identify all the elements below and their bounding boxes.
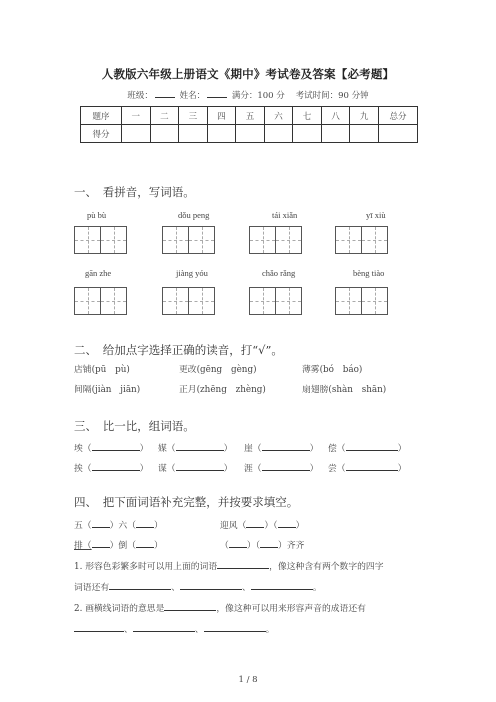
answer-blank[interactable] bbox=[217, 559, 269, 569]
answer-blank[interactable] bbox=[180, 580, 242, 590]
text: 五（ bbox=[74, 521, 92, 531]
section-2-heading: 二、 给加点字选择正确的读音，打“√”。 bbox=[74, 343, 283, 357]
paren: ） bbox=[397, 444, 407, 454]
char-prompt: 媒（ bbox=[158, 444, 176, 454]
answer-blank[interactable] bbox=[204, 622, 266, 632]
text: 1. 形容色彩繁多时可以用上面的词语 bbox=[74, 562, 218, 572]
text: ，像这种可以用来形容声音的成语还有 bbox=[216, 604, 366, 614]
answer-blank[interactable] bbox=[74, 622, 124, 632]
paren: ） bbox=[309, 444, 319, 454]
char-prompt: 偿（ bbox=[328, 444, 346, 454]
score-table bbox=[80, 106, 418, 143]
text: ） bbox=[154, 521, 163, 531]
writing-grid[interactable] bbox=[74, 226, 127, 254]
compare-item bbox=[74, 441, 148, 454]
compare-item bbox=[328, 461, 406, 474]
name-label: 姓名： bbox=[179, 91, 206, 101]
pinyin: gān zhe bbox=[85, 268, 112, 278]
answer-blank[interactable] bbox=[92, 518, 110, 528]
score-cell[interactable] bbox=[122, 125, 151, 143]
class-label: 班级： bbox=[127, 91, 153, 101]
text: 、 bbox=[124, 625, 133, 635]
header-cell: 六 bbox=[264, 107, 293, 125]
text: （ bbox=[220, 541, 229, 551]
paren: ） bbox=[223, 444, 233, 454]
text: ）（ bbox=[264, 521, 278, 531]
pinyin: jiàng yóu bbox=[176, 268, 208, 278]
pinyin: chǎo rǎng bbox=[262, 268, 296, 278]
text: 迎风（ bbox=[220, 521, 247, 531]
answer-blank[interactable] bbox=[346, 461, 398, 471]
answer-blank[interactable] bbox=[164, 601, 216, 611]
compare-item bbox=[244, 441, 318, 454]
writing-grid[interactable] bbox=[335, 287, 388, 315]
answer-blank[interactable] bbox=[246, 518, 264, 528]
paren: ） bbox=[309, 464, 319, 474]
compare-item bbox=[158, 441, 232, 454]
pinyin: bèng tiào bbox=[353, 268, 385, 278]
text: 。 bbox=[312, 583, 322, 593]
header-cell: 总分 bbox=[379, 107, 418, 125]
reading-choice[interactable]: 正月(zhēng zhèng) bbox=[179, 385, 266, 395]
text: 、 bbox=[171, 583, 181, 593]
pinyin: tái xiǎn bbox=[272, 210, 298, 220]
text: ）齐齐 bbox=[278, 541, 305, 551]
writing-grid[interactable] bbox=[249, 287, 302, 315]
score-cell[interactable] bbox=[321, 125, 350, 143]
reading-choice[interactable]: 店铺(pū pù) bbox=[74, 365, 130, 375]
document-title: 人教版六年级上册语文《期中》考试卷及答案【必考题】 bbox=[101, 67, 395, 81]
compare-item bbox=[158, 461, 232, 474]
score-cell[interactable] bbox=[236, 125, 265, 143]
header-cell: 七 bbox=[293, 107, 322, 125]
compare-item bbox=[74, 461, 148, 474]
name-blank bbox=[207, 89, 227, 98]
header-cell: 题序 bbox=[81, 107, 122, 125]
score-cell[interactable] bbox=[264, 125, 293, 143]
char-prompt: 崖（ bbox=[244, 444, 262, 454]
writing-grid[interactable] bbox=[74, 287, 127, 315]
time-label: 考试时间：90 分钟 bbox=[295, 91, 369, 101]
char-prompt: 谋（ bbox=[158, 464, 176, 474]
text: 、 bbox=[242, 583, 251, 593]
answer-blank[interactable] bbox=[176, 461, 224, 471]
paren: ） bbox=[139, 464, 149, 474]
compare-item bbox=[328, 441, 406, 454]
question-1-line-1 bbox=[74, 559, 384, 572]
answer-blank[interactable] bbox=[92, 441, 140, 451]
answer-blank[interactable] bbox=[229, 538, 247, 548]
text: 排（ bbox=[74, 541, 92, 551]
answer-blank[interactable] bbox=[136, 538, 154, 548]
section-3-heading: 三、 比一比，组词语。 bbox=[74, 419, 195, 433]
score-table-score-row bbox=[81, 125, 418, 143]
score-table-header-row bbox=[81, 107, 418, 125]
text: 2. 画横线词语的意思是 bbox=[74, 604, 165, 614]
paren: ） bbox=[397, 464, 407, 474]
answer-blank[interactable] bbox=[92, 538, 110, 548]
idiom-fill bbox=[220, 518, 304, 531]
char-prompt: 挨（ bbox=[74, 464, 92, 474]
section-1-heading: 一、 看拼音，写词语。 bbox=[74, 185, 195, 199]
pinyin: pù bù bbox=[87, 210, 107, 220]
text: ）六（ bbox=[109, 521, 137, 531]
text: ，像这种含有两个数字的四字 bbox=[269, 562, 384, 572]
score-cell[interactable] bbox=[379, 125, 418, 143]
text: 。 bbox=[265, 625, 275, 635]
answer-blank[interactable] bbox=[262, 441, 310, 451]
idiom-fill bbox=[74, 538, 163, 551]
answer-blank[interactable] bbox=[260, 538, 278, 548]
paren: ） bbox=[139, 444, 149, 454]
score-cell[interactable] bbox=[350, 125, 379, 143]
text: 词语还有 bbox=[74, 583, 110, 593]
section-4-heading: 四、 把下面词语补充完整，并按要求填空。 bbox=[74, 495, 299, 509]
char-prompt: 尝（ bbox=[328, 464, 346, 474]
text: 、 bbox=[194, 625, 204, 635]
question-2-line-2 bbox=[74, 622, 274, 635]
score-label: 满分：100 分 bbox=[231, 91, 285, 101]
pinyin: yī xiù bbox=[366, 210, 386, 220]
idiom-fill bbox=[220, 538, 304, 551]
header-cell: 四 bbox=[207, 107, 236, 125]
question-1-line-2 bbox=[74, 580, 322, 593]
page-number: 1 / 8 bbox=[238, 675, 258, 685]
reading-choice[interactable]: 薄雾(bó báo) bbox=[302, 365, 363, 375]
text: ） bbox=[295, 521, 305, 531]
char-prompt: 涯（ bbox=[244, 464, 262, 474]
writing-grid[interactable] bbox=[162, 226, 215, 254]
text: ） bbox=[154, 541, 163, 551]
header-cell: 二 bbox=[150, 107, 179, 125]
header-cell: 一 bbox=[122, 107, 151, 125]
header-cell: 九 bbox=[350, 107, 379, 125]
answer-blank[interactable] bbox=[92, 461, 140, 471]
reading-choice[interactable]: 扇翅膀(shàn shān) bbox=[302, 385, 387, 395]
writing-grid[interactable] bbox=[162, 287, 215, 315]
answer-blank[interactable] bbox=[251, 580, 313, 590]
answer-blank[interactable] bbox=[346, 441, 398, 451]
header-cell: 八 bbox=[321, 107, 350, 125]
question-2-line-1 bbox=[74, 601, 366, 614]
char-prompt: 埃（ bbox=[74, 444, 92, 454]
answer-blank[interactable] bbox=[262, 461, 310, 471]
answer-blank[interactable] bbox=[136, 518, 154, 528]
reading-choice[interactable]: 间隔(jiàn jiān) bbox=[74, 385, 141, 395]
score-cell[interactable] bbox=[150, 125, 179, 143]
answer-blank[interactable] bbox=[133, 622, 195, 632]
reading-choice[interactable]: 更改(gēng gèng) bbox=[179, 365, 257, 375]
header-cell: 五 bbox=[236, 107, 265, 125]
exam-meta bbox=[0, 89, 496, 101]
answer-blank[interactable] bbox=[278, 518, 296, 528]
text: ）倒（ bbox=[109, 541, 137, 551]
score-cell[interactable] bbox=[179, 125, 208, 143]
pinyin: dǒu peng bbox=[178, 210, 210, 220]
writing-grid[interactable] bbox=[249, 226, 302, 254]
score-row-label: 得分 bbox=[81, 125, 122, 143]
score-cell[interactable] bbox=[293, 125, 322, 143]
text: ）（ bbox=[246, 541, 261, 551]
answer-blank[interactable] bbox=[176, 441, 224, 451]
class-blank bbox=[155, 89, 175, 98]
compare-item bbox=[244, 461, 318, 474]
paren: ） bbox=[223, 464, 233, 474]
writing-grid[interactable] bbox=[335, 226, 388, 254]
header-cell: 三 bbox=[179, 107, 208, 125]
score-cell[interactable] bbox=[207, 125, 236, 143]
idiom-fill bbox=[74, 518, 163, 531]
answer-blank[interactable] bbox=[109, 580, 171, 590]
